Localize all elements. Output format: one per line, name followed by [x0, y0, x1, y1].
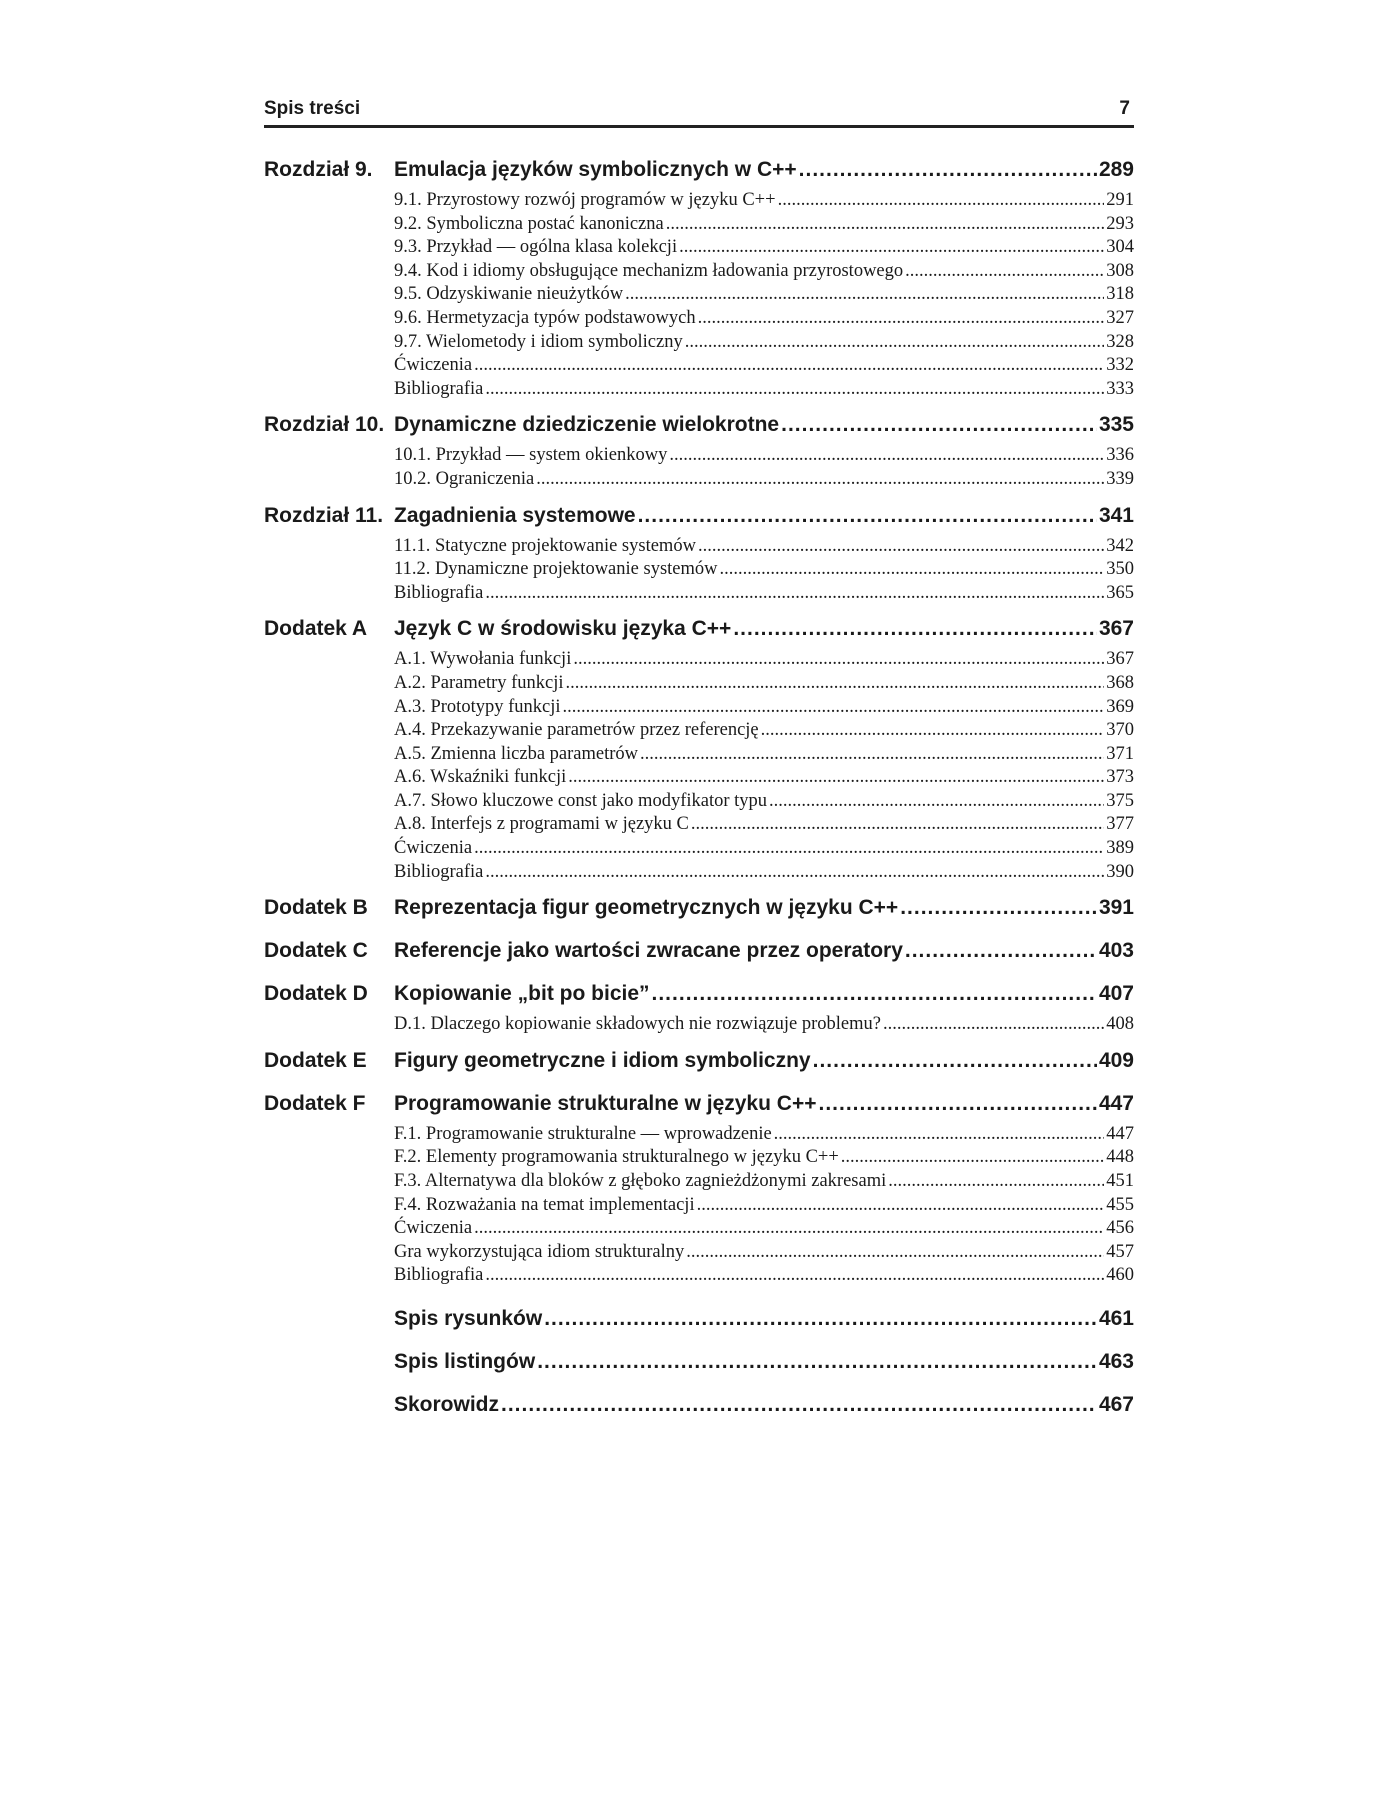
entry-page-number: 318 [1106, 284, 1134, 305]
dot-leader [566, 673, 1105, 694]
toc-chapter-row [264, 504, 1134, 536]
entry-page-number: 333 [1106, 378, 1134, 399]
chapter-title: Reprezentacja figur geometrycznych w języku C++ [394, 896, 899, 920]
entry-title: 11.1. Statyczne projektowanie systemów [394, 535, 696, 556]
dot-leader [501, 1393, 1097, 1417]
entry-title: A.8. Interfejs z programami w języku C [394, 814, 689, 835]
chapter-title: Kopiowanie „bit po bicie” [394, 982, 650, 1006]
toc-entry [394, 791, 1134, 815]
toc-entry [394, 720, 1134, 744]
chapter-title: Programowanie strukturalne w języku C++ [394, 1091, 817, 1115]
entry-page-number: 375 [1106, 790, 1134, 811]
entry-title: A.7. Słowo kluczowe const jako modyfikator typu [394, 790, 768, 811]
toc-chapter-row [264, 1049, 1134, 1081]
toc-entry [394, 469, 1134, 493]
entry-title: Ćwiczenia [394, 1218, 473, 1239]
dot-leader [720, 559, 1105, 580]
dot-leader [474, 355, 1104, 376]
dot-leader [697, 1195, 1105, 1216]
entry-title: Ćwiczenia [394, 355, 473, 376]
entry-title: A.5. Zmienna liczba parametrów [394, 743, 638, 764]
toc-section [264, 939, 1134, 971]
dot-leader [905, 939, 1097, 963]
toc-section [264, 1350, 1134, 1382]
chapter-page-number: 335 [1098, 413, 1134, 437]
entry-page-number: 377 [1106, 814, 1134, 835]
chapter-title: Spis listingów [394, 1350, 536, 1373]
chapter-label: Dodatek F [264, 1091, 366, 1115]
chapter-page-number: 403 [1098, 939, 1134, 963]
entry-title: 9.4. Kod i idiomy obsługujące mechanizm ładowania przyrostowego [394, 260, 904, 281]
dot-leader [640, 744, 1104, 765]
entry-page-number: 365 [1106, 582, 1134, 603]
toc-entry [394, 767, 1134, 791]
entry-title: A.4. Przekazywanie parametrów przez referencję [394, 720, 759, 741]
toc-entry [394, 355, 1134, 379]
toc-entry [394, 744, 1134, 768]
dot-leader [568, 767, 1104, 788]
toc-entry [394, 1171, 1134, 1195]
chapter-label: Rozdział 9. [264, 158, 373, 181]
entry-page-number: 455 [1106, 1194, 1134, 1215]
entry-title: Gra wykorzystująca idiom strukturalny [394, 1241, 685, 1262]
chapter-title: Figury geometryczne i idiom symboliczny [394, 1048, 811, 1072]
toc-section [264, 413, 1134, 492]
entry-page-number: 336 [1106, 445, 1134, 466]
toc-entry [394, 536, 1134, 560]
chapter-label: Dodatek C [264, 939, 368, 963]
entry-page-number: 367 [1106, 649, 1134, 670]
toc-section [264, 1307, 1134, 1339]
entry-page-number: 371 [1106, 743, 1134, 764]
dot-leader [485, 862, 1104, 883]
dot-leader [544, 1307, 1097, 1331]
entry-title: 11.2. Dynamiczne projektowanie systemów [394, 559, 718, 580]
dot-leader [573, 649, 1104, 670]
entry-page-number: 327 [1106, 307, 1134, 328]
toc-section [264, 158, 1134, 402]
dot-leader [900, 896, 1097, 920]
dot-leader [536, 469, 1104, 490]
dot-leader [691, 814, 1104, 835]
toc-entry [394, 862, 1134, 886]
toc-section [264, 896, 1134, 928]
entry-title: F.4. Rozważania na temat implementacji [394, 1194, 695, 1215]
dot-leader [905, 261, 1104, 282]
dot-leader [537, 1350, 1097, 1374]
chapter-label: Dodatek A [264, 617, 368, 641]
toc-entry [394, 1265, 1134, 1289]
entry-title: F.1. Programowanie strukturalne — wprowadzenie [394, 1123, 772, 1144]
toc-chapter-row [264, 939, 1134, 971]
entry-title: D.1. Dlaczego kopiowanie składowych nie rozwiązuje problemu? [394, 1014, 881, 1035]
dot-leader [774, 1124, 1105, 1145]
chapter-page-number: 289 [1098, 158, 1134, 181]
chapter-label: Dodatek D [264, 982, 368, 1006]
toc-entry [394, 190, 1134, 214]
entry-page-number: 293 [1106, 213, 1134, 234]
toc-entry [394, 308, 1134, 332]
entry-title: A.2. Parametry funkcji [394, 672, 564, 693]
chapter-title: Skorowidz [394, 1393, 500, 1416]
toc-section [264, 1092, 1134, 1289]
header-title: Spis treści [264, 98, 361, 119]
entry-page-number: 328 [1106, 331, 1134, 352]
toc-entry [394, 1242, 1134, 1266]
entry-page-number: 369 [1106, 696, 1134, 717]
entry-title: 9.3. Przykład — ogólna klasa kolekcji [394, 237, 678, 258]
dot-leader [485, 1265, 1104, 1286]
entry-page-number: 370 [1106, 720, 1134, 741]
entry-page-number: 460 [1106, 1265, 1134, 1286]
dot-leader [638, 504, 1097, 528]
entry-page-number: 350 [1106, 559, 1134, 580]
toc-entry [394, 697, 1134, 721]
chapter-page-number: 463 [1098, 1350, 1134, 1373]
entry-title: F.2. Elementy programowania strukturalnego w języku C++ [394, 1147, 839, 1168]
toc-chapter-row [264, 1307, 1134, 1339]
chapter-label: Rozdział 11. [264, 503, 384, 527]
toc-section [264, 1393, 1134, 1425]
entry-page-number: 339 [1106, 468, 1134, 489]
entry-page-number: 332 [1106, 355, 1134, 376]
chapter-label: Dodatek E [264, 1048, 367, 1072]
table-of-contents [264, 158, 1134, 1425]
chapter-label: Rozdział 10. [264, 413, 385, 437]
dot-leader [813, 1049, 1097, 1073]
chapter-page-number: 341 [1098, 503, 1134, 527]
toc-entry [394, 214, 1134, 238]
entry-title: F.3. Alternatywa dla bloków z głęboko zagnieżdżonymi zakresami [394, 1171, 887, 1192]
toc-entry [394, 1147, 1134, 1171]
chapter-label: Dodatek B [264, 896, 368, 920]
toc-entry [394, 332, 1134, 356]
dot-leader [474, 838, 1104, 859]
toc-chapter-row [264, 158, 1134, 190]
page-header [264, 95, 1134, 128]
entry-title: Bibliografia [394, 1265, 484, 1286]
toc-section [264, 617, 1134, 885]
entry-title: 9.5. Odzyskiwanie nieużytków [394, 284, 624, 305]
entry-title: Bibliografia [394, 378, 484, 399]
entry-title: Bibliografia [394, 861, 484, 882]
entry-title: 9.2. Symboliczna postać kanoniczna [394, 213, 664, 234]
entry-title: A.6. Wskaźniki funkcji [394, 767, 567, 788]
entry-page-number: 291 [1106, 190, 1134, 210]
entry-page-number: 304 [1106, 237, 1134, 258]
toc-entry [394, 237, 1134, 261]
entry-page-number: 368 [1106, 672, 1134, 693]
toc-chapter-row [264, 413, 1134, 445]
chapter-title: Zagadnienia systemowe [394, 503, 636, 527]
toc-entry [394, 261, 1134, 285]
toc-entry [394, 1195, 1134, 1219]
chapter-page-number: 467 [1098, 1393, 1134, 1416]
entry-page-number: 389 [1106, 838, 1134, 859]
entry-title: A.1. Wywołania funkcji [394, 649, 572, 670]
dot-leader [883, 1014, 1104, 1035]
toc-entry [394, 284, 1134, 308]
dot-leader [625, 284, 1104, 305]
dot-leader [778, 190, 1105, 211]
entry-page-number: 448 [1106, 1147, 1134, 1168]
dot-leader [485, 583, 1104, 604]
toc-entry [394, 583, 1134, 607]
dot-leader [666, 214, 1105, 235]
dot-leader [686, 1242, 1104, 1263]
dot-leader [769, 791, 1104, 812]
dot-leader [818, 1092, 1096, 1116]
chapter-title: Emulacja języków symbolicznych w C++ [394, 158, 797, 181]
toc-section [264, 982, 1134, 1038]
dot-leader [563, 697, 1105, 718]
toc-entry [394, 559, 1134, 583]
entry-title: Bibliografia [394, 582, 484, 603]
entry-title: 10.2. Ograniczenia [394, 468, 535, 489]
toc-chapter-row [264, 982, 1134, 1014]
entry-page-number: 451 [1106, 1171, 1134, 1192]
toc-chapter-row [264, 1350, 1134, 1382]
entry-page-number: 390 [1106, 861, 1134, 882]
toc-chapter-row [264, 896, 1134, 928]
toc-entry [394, 814, 1134, 838]
dot-leader [888, 1171, 1104, 1192]
dot-leader [799, 158, 1097, 182]
toc-entry [394, 445, 1134, 469]
entry-page-number: 308 [1106, 260, 1134, 281]
toc-entry [394, 649, 1134, 673]
entry-page-number: 456 [1106, 1218, 1134, 1239]
chapter-page-number: 367 [1098, 617, 1134, 641]
entry-page-number: 408 [1106, 1014, 1134, 1035]
toc-entry [394, 379, 1134, 403]
chapter-page-number: 407 [1098, 982, 1134, 1006]
chapter-page-number: 409 [1098, 1048, 1134, 1072]
dot-leader [485, 379, 1104, 400]
entry-page-number: 342 [1106, 535, 1134, 556]
dot-leader [698, 308, 1105, 329]
entry-title: 9.6. Hermetyzacja typów podstawowych [394, 307, 696, 328]
chapter-title: Spis rysunków [394, 1307, 543, 1330]
chapter-page-number: 391 [1098, 896, 1134, 920]
dot-leader [733, 617, 1097, 641]
chapter-title: Dynamiczne dziedziczenie wielokrotne [394, 413, 780, 437]
dot-leader [698, 536, 1104, 557]
dot-leader [781, 413, 1097, 437]
entry-title: Ćwiczenia [394, 838, 473, 859]
chapter-page-number: 461 [1098, 1307, 1134, 1330]
chapter-page-number: 447 [1098, 1091, 1134, 1115]
dot-leader [474, 1218, 1104, 1239]
toc-section [264, 1049, 1134, 1081]
entry-page-number: 447 [1106, 1123, 1134, 1144]
toc-entry [394, 1014, 1134, 1038]
toc-section [264, 504, 1134, 607]
toc-chapter-row [264, 1092, 1134, 1124]
entry-title: 9.1. Przyrostowy rozwój programów w języku C++ [394, 190, 776, 210]
dot-leader [761, 720, 1105, 741]
dot-leader [685, 332, 1105, 353]
chapter-title: Język C w środowisku języka C++ [394, 617, 732, 641]
header-page-number: 7 [1119, 98, 1130, 119]
dot-leader [669, 445, 1104, 466]
toc-entry [394, 673, 1134, 697]
toc-entry [394, 838, 1134, 862]
toc-chapter-row [264, 1393, 1134, 1425]
chapter-title: Referencje jako wartości zwracane przez operatory [394, 939, 903, 963]
entry-page-number: 373 [1106, 767, 1134, 788]
toc-chapter-row [264, 617, 1134, 649]
entry-title: 9.7. Wielometody i idiom symboliczny [394, 331, 683, 352]
dot-leader [652, 982, 1097, 1006]
dot-leader [841, 1147, 1104, 1168]
entry-title: A.3. Prototypy funkcji [394, 696, 561, 717]
dot-leader [679, 237, 1104, 258]
toc-entry [394, 1218, 1134, 1242]
entry-title: 10.1. Przykład — system okienkowy [394, 445, 668, 466]
toc-entry [394, 1124, 1134, 1148]
entry-page-number: 457 [1106, 1241, 1134, 1262]
